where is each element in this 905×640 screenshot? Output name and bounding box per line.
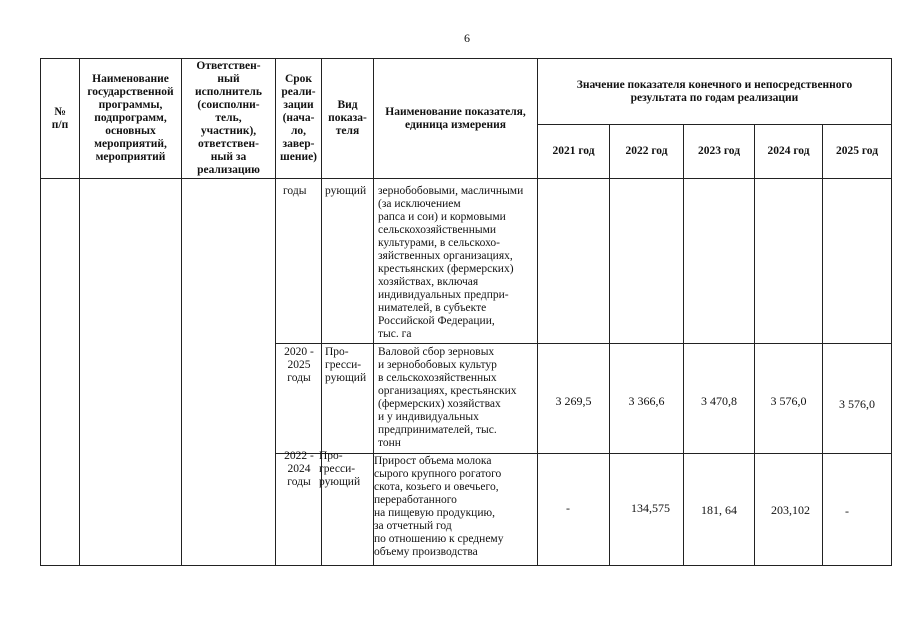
col-line-7 [609, 124, 610, 566]
header-responsible: Ответствен- ный исполнитель (соисполни- тель, участник), ответствен- ный за реализацию [195, 60, 262, 176]
row-divider-1 [275, 343, 892, 344]
row3-value-2024: 203,102 [771, 503, 810, 517]
header-num: № п/п [51, 105, 69, 131]
header-term: Срок реали- зации (нача- ло, завер- шение) [280, 73, 317, 163]
row3-type: Про- гресси- рующий [319, 450, 361, 488]
row1-type: рующий [325, 185, 367, 197]
row2-type: Про- гресси- рующий [325, 346, 367, 384]
header-year-2025: 2025 год [835, 145, 879, 157]
row3-value-2023: 181, 64 [701, 503, 737, 517]
row3-term: 2022 - 2024 годы [284, 450, 314, 488]
header-program: Наименование государственной программы, подпрограмм, основных мероприятий, мероприятий [87, 73, 174, 163]
col-line-10 [822, 124, 823, 566]
row2-indicator: Валовой сбор зерновых и зернобобовых культур в сельскохозяйственных организациях, крестьянских (фермерских) хозяйствах и у индивидуальных предпринимателей, тыс. тонн [378, 346, 517, 449]
header-bottom-line [40, 178, 892, 179]
row2-value-2024: 3 576,0 [770, 394, 807, 408]
row2-value-2023: 3 470,8 [701, 394, 737, 408]
header-type: Вид показа- теля [328, 99, 367, 137]
col-line-8 [683, 124, 684, 566]
row3-value-2025: - [845, 504, 849, 518]
table-border-right [891, 58, 892, 566]
header-indicator: Наименование показателя, единица измерения [385, 105, 526, 131]
header-values-group: Значение показателя конечного и непосредственного результата по годам реализации [576, 78, 853, 104]
row3-indicator: Прирост объема молока сырого крупного рогатого скота, козьего и овечьего, переработанного на пищевую продукцию, за отчетный год по отношению к среднему объему производства [374, 455, 504, 558]
table-border-bottom [40, 565, 892, 566]
row2-value-2022: 3 366,6 [628, 394, 665, 408]
row3-value-2021: - [566, 501, 570, 515]
row2-value-2021: 3 269,5 [555, 394, 592, 408]
row1-term: годы [283, 185, 307, 197]
row2-value-2025: 3 576,0 [839, 397, 875, 411]
row2-term: 2020 - 2025 годы [284, 346, 314, 384]
header-year-2024: 2024 год [767, 145, 810, 157]
col-line-9 [754, 124, 755, 566]
header-year-2023: 2023 год [697, 145, 741, 157]
page-number: 6 [464, 31, 470, 45]
row3-value-2022: 134,575 [631, 501, 670, 515]
header-year-2021: 2021 год [552, 145, 595, 157]
header-year-2022: 2022 год [625, 145, 668, 157]
row1-indicator: зернобобовыми, масличными (за исключением рапса и сои) и кормовыми сельскохозяйственными культурами, в сельскохо- зяйственных организациях, крестьянских (фермерских) хозяйствах, включая индивидуальных предпри- нимателей, в субъекте Российской Федерации, тыс. га [378, 185, 524, 340]
